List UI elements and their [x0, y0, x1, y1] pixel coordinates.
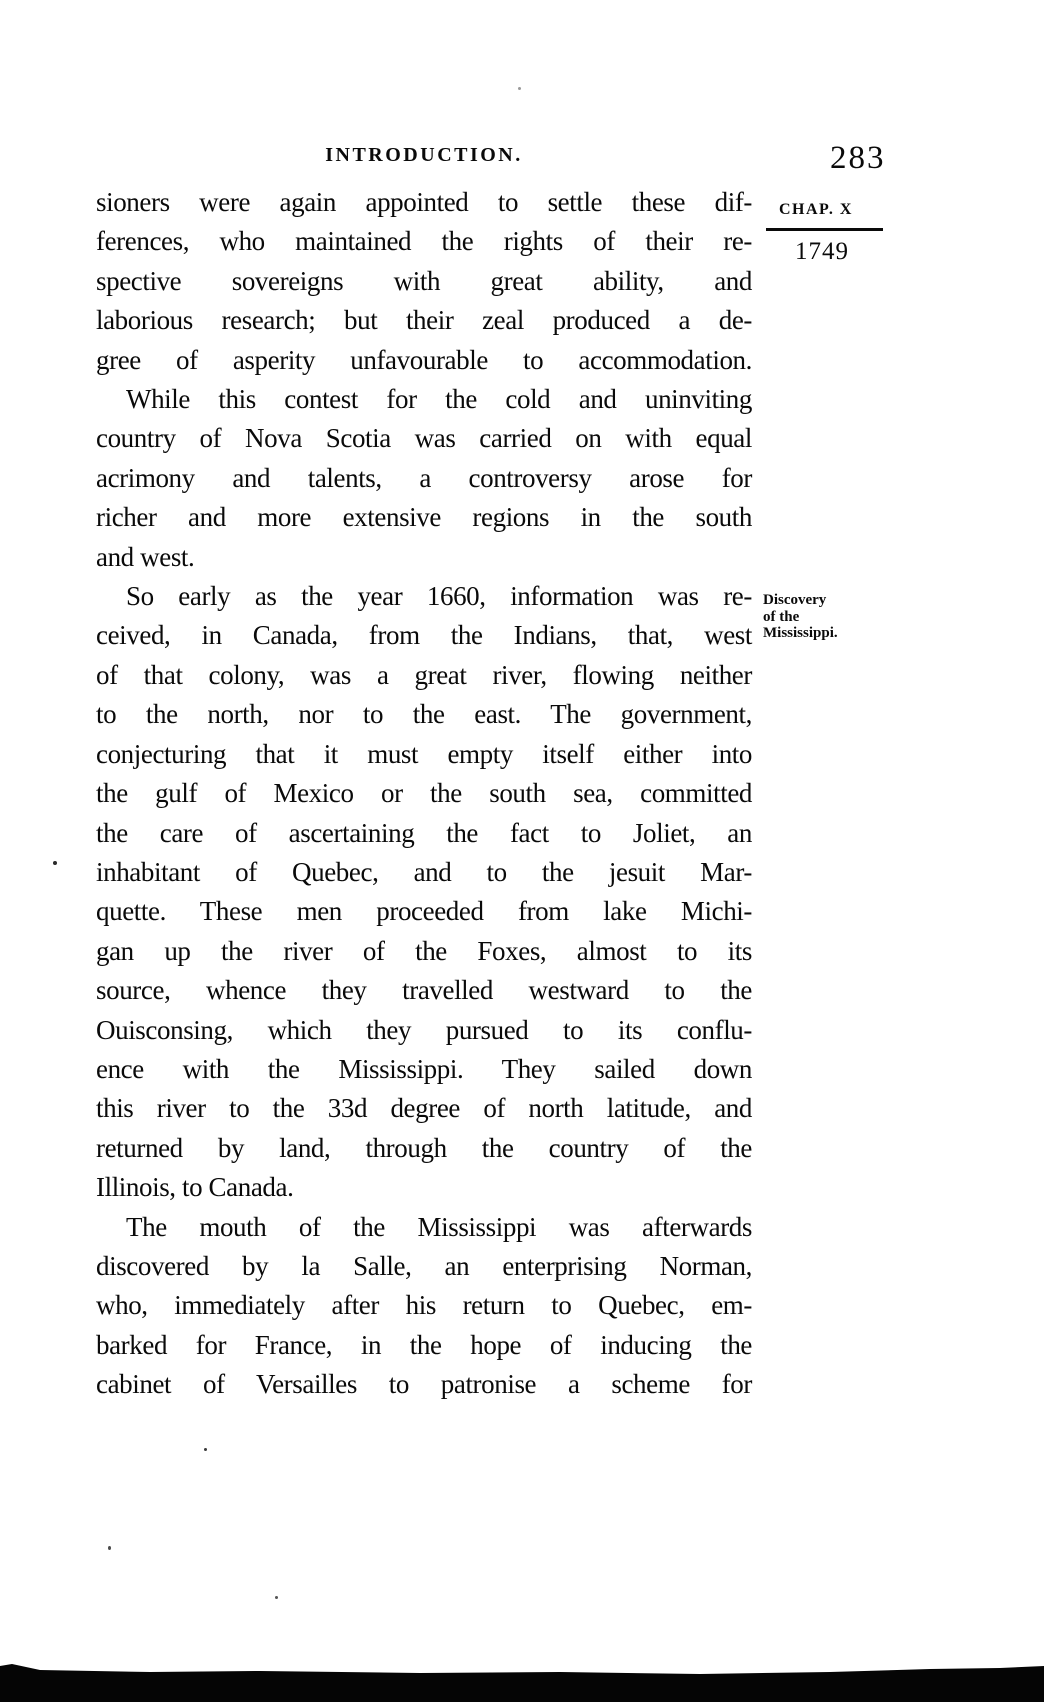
- text-line: The mouth of the Mississippi was afterwards: [126, 1211, 752, 1242]
- text-line: laborious research; but their zeal produced a de-: [96, 305, 752, 336]
- margin-sidenote: [763, 592, 893, 642]
- sidenote-line: of the: [763, 608, 800, 625]
- text-line: source, whence they travelled westward to the: [96, 975, 752, 1006]
- text-line: gree of asperity unfavourable to accommodation.: [96, 344, 752, 375]
- text-line: conjecturing that it must empty itself either into: [96, 738, 752, 769]
- text-line: who, immediately after his return to Quebec, em-: [96, 1290, 752, 1321]
- body-text-column: [96, 183, 752, 1405]
- text-line: ence with the Mississippi. They sailed down: [96, 1053, 752, 1084]
- scan-speck: [275, 1596, 278, 1599]
- text-line: ceived, in Canada, from the Indians, that, west: [96, 620, 752, 651]
- text-line: the care of ascertaining the fact to Joliet, an: [96, 817, 752, 848]
- text-line: inhabitant of Quebec, and to the jesuit Mar-: [96, 856, 752, 887]
- scan-gutter-bar: [0, 1660, 1044, 1707]
- margin-year-label: 1749: [795, 238, 849, 265]
- text-line: Ouisconsing, which they pursued to its conflu-: [96, 1014, 752, 1045]
- text-line: gan up the river of the Foxes, almost to its: [96, 935, 752, 966]
- margin-rule: [766, 228, 883, 231]
- scan-speck: [108, 1546, 111, 1550]
- text-line: returned by land, through the country of the: [96, 1132, 752, 1163]
- running-title: INTRODUCTION.: [325, 144, 523, 166]
- sidenote-line: Discovery: [763, 592, 827, 608]
- text-line: richer and more extensive regions in the south: [96, 502, 752, 533]
- text-line: quette. These men proceeded from lake Michi-: [96, 896, 752, 927]
- scan-speck: [204, 1448, 207, 1451]
- text-line: country of Nova Scotia was carried on with equal: [96, 423, 752, 454]
- text-line: ferences, who maintained the rights of their re-: [96, 226, 752, 257]
- page-number: 283: [830, 140, 886, 176]
- scan-speck: [518, 87, 521, 90]
- text-line: barked for France, in the hope of inducing the: [96, 1329, 752, 1360]
- text-line: and west.: [96, 541, 195, 572]
- text-line: spective sovereigns with great ability, and: [96, 265, 752, 296]
- text-line: to the north, nor to the east. The government,: [96, 699, 752, 730]
- scan-speck: [53, 861, 57, 865]
- text-line: So early as the year 1660, information was re-: [126, 581, 752, 612]
- text-line: this river to the 33d degree of north latitude, and: [96, 1093, 752, 1124]
- text-line: of that colony, was a great river, flowing neither: [96, 659, 752, 690]
- text-line: cabinet of Versailles to patronise a scheme for: [96, 1369, 752, 1400]
- text-line: the gulf of Mexico or the south sea, committed: [96, 778, 752, 809]
- sidenote-line: Mississippi.: [763, 625, 838, 641]
- text-line: acrimony and talents, a controversy arose for: [96, 462, 752, 493]
- text-line: discovered by la Salle, an enterprising Norman,: [96, 1250, 752, 1281]
- text-line: sioners were again appointed to settle these dif-: [96, 187, 752, 217]
- margin-chapter-label: CHAP. X: [779, 201, 853, 218]
- text-line: Illinois, to Canada.: [96, 1172, 294, 1203]
- text-line: While this contest for the cold and uninviting: [126, 384, 752, 415]
